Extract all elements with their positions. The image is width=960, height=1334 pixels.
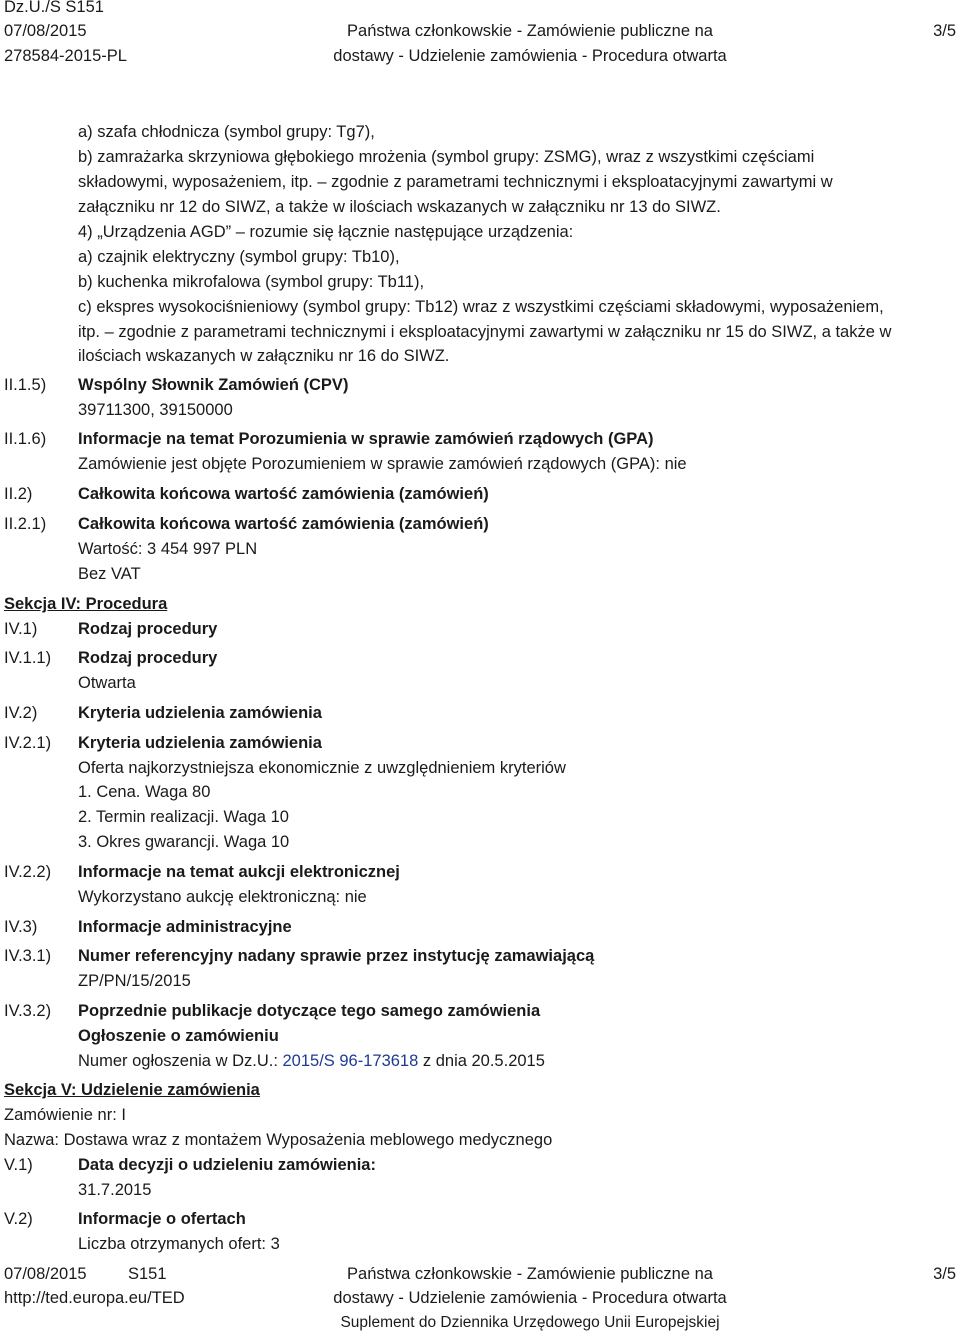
section-number: II.2) bbox=[4, 485, 33, 503]
intro-line: a) czajnik elektryczny (symbol grupy: Tb10), bbox=[78, 248, 400, 266]
intro-line: ilościach wskazanych w załączniku nr 16 do SIWZ. bbox=[78, 347, 450, 365]
criterion-item: 1. Cena. Waga 80 bbox=[78, 783, 211, 801]
offers-info-title: Informacje o ofertach bbox=[78, 1210, 246, 1228]
intro-line: c) ekspres wysokociśnieniowy (symbol grupy: Tb12) wraz z wszystkimi częściami składowymi, wyposażeniem, bbox=[78, 298, 884, 316]
header-page-number: 3/5 bbox=[933, 22, 956, 40]
order-number: Zamówienie nr: I bbox=[4, 1106, 126, 1124]
admin-info-title: Informacje administracyjne bbox=[78, 918, 292, 936]
intro-line: 4) „Urządzenia AGD” – rozumie się łącznie następujące urządzenia: bbox=[78, 223, 574, 241]
total-value: Wartość: 3 454 997 PLN bbox=[78, 540, 258, 558]
intro-line: załączniku nr 12 do SIWZ, a także w ilościach wskazanych w załączniku nr 13 do SIWZ. bbox=[78, 198, 721, 216]
intro-line: b) kuchenka mikrofalowa (symbol grupy: Tb11), bbox=[78, 273, 425, 291]
section-number: IV.2.1) bbox=[4, 734, 52, 752]
header-doc-id: Dz.U./S S151 bbox=[4, 0, 104, 16]
header-title-line2: dostawy - Udzielenie zamówienia - Procedura otwarta bbox=[333, 47, 727, 65]
section-number: IV.2) bbox=[4, 704, 38, 722]
section-number: II.2.1) bbox=[4, 515, 47, 533]
footer-supplement: Suplement do Dziennika Urzędowego Unii Europejskiej bbox=[340, 1314, 720, 1331]
section-number: V.1) bbox=[4, 1156, 33, 1174]
notice-number-link[interactable]: 2015/S 96-173618 bbox=[282, 1052, 419, 1070]
cpv-title: Wspólny Słownik Zamówień (CPV) bbox=[78, 376, 349, 394]
footer-title-line2: dostawy - Udzielenie zamówienia - Procedura otwarta bbox=[333, 1289, 727, 1307]
total-value-subtitle: Całkowita końcowa wartość zamówienia (zamówień) bbox=[78, 515, 489, 533]
procedure-type-title: Rodzaj procedury bbox=[78, 620, 218, 638]
total-value-title: Całkowita końcowa wartość zamówienia (zamówień) bbox=[78, 485, 489, 503]
footer-date: 07/08/2015 bbox=[4, 1265, 87, 1283]
offers-count: Liczba otrzymanych ofert: 3 bbox=[78, 1235, 280, 1253]
footer-series: S151 bbox=[128, 1265, 167, 1283]
section-number: IV.3.2) bbox=[4, 1002, 52, 1020]
award-criteria-title: Kryteria udzielenia zamówienia bbox=[78, 704, 322, 722]
section-number: IV.1) bbox=[4, 620, 38, 638]
reference-number-title: Numer referencyjny nadany sprawie przez instytucję zamawiającą bbox=[78, 947, 595, 965]
intro-line: itp. – zgodnie z parametrami technicznymi i eksploatacyjnymi zawartymi w załączniku nr 15 do SIWZ, a także w bbox=[78, 323, 892, 341]
auction-title: Informacje na temat aukcji elektronicznej bbox=[78, 863, 400, 881]
order-name: Nazwa: Dostawa wraz z montażem Wyposażenia meblowego medycznego bbox=[4, 1131, 553, 1149]
reference-number-value: ZP/PN/15/2015 bbox=[78, 972, 191, 990]
notice-number-prefix: Numer ogłoszenia w Dz.U.: bbox=[78, 1052, 283, 1070]
cpv-codes: 39711300, 39150000 bbox=[78, 401, 233, 419]
award-criteria-desc: Oferta najkorzystniejsza ekonomicznie z uwzględnieniem kryteriów bbox=[78, 759, 566, 777]
decision-date-title: Data decyzji o udzieleniu zamówienia: bbox=[78, 1156, 376, 1174]
notice-number-line bbox=[78, 1051, 545, 1071]
procedure-type-value: Otwarta bbox=[78, 674, 136, 692]
section-number: IV.3) bbox=[4, 918, 38, 936]
criterion-item: 2. Termin realizacji. Waga 10 bbox=[78, 808, 289, 826]
footer-page-number: 3/5 bbox=[933, 1265, 956, 1283]
section-v-heading: Sekcja V: Udzielenie zamówienia bbox=[4, 1081, 260, 1099]
header-title-line1: Państwa członkowskie - Zamówienie publiczne na bbox=[347, 22, 713, 40]
contract-notice-label: Ogłoszenie o zamówieniu bbox=[78, 1027, 279, 1045]
intro-line: a) szafa chłodnicza (symbol grupy: Tg7), bbox=[78, 123, 375, 141]
vat-note: Bez VAT bbox=[78, 565, 141, 583]
intro-line: b) zamrażarka skrzyniowa głębokiego mrożenia (symbol grupy: ZSMG), wraz z wszystkimi częściami bbox=[78, 148, 815, 166]
previous-publications-title: Poprzednie publikacje dotyczące tego samego zamówienia bbox=[78, 1002, 541, 1020]
intro-line: składowymi, wyposażeniem, itp. – zgodnie z parametrami technicznymi i eksploatacyjnymi zawartymi w bbox=[78, 173, 833, 191]
footer-title-line1: Państwa członkowskie - Zamówienie publiczne na bbox=[347, 1265, 713, 1283]
section-number: IV.3.1) bbox=[4, 947, 52, 965]
gpa-title: Informacje na temat Porozumienia w sprawie zamówień rządowych (GPA) bbox=[78, 430, 654, 448]
header-date: 07/08/2015 bbox=[4, 22, 87, 40]
gpa-text: Zamówienie jest objęte Porozumieniem w sprawie zamówień rządowych (GPA): nie bbox=[78, 455, 687, 473]
section-number: IV.2.2) bbox=[4, 863, 52, 881]
award-criteria-subtitle: Kryteria udzielenia zamówienia bbox=[78, 734, 322, 752]
criterion-item: 3. Okres gwarancji. Waga 10 bbox=[78, 833, 290, 851]
header-notice-id: 278584-2015-PL bbox=[4, 47, 127, 65]
auction-text: Wykorzystano aukcję elektroniczną: nie bbox=[78, 888, 367, 906]
section-number: II.1.5) bbox=[4, 376, 47, 394]
footer-url[interactable]: http://ted.europa.eu/TED bbox=[4, 1289, 185, 1307]
decision-date-value: 31.7.2015 bbox=[78, 1181, 152, 1199]
section-number: II.1.6) bbox=[4, 430, 47, 448]
section-iv-heading: Sekcja IV: Procedura bbox=[4, 595, 168, 613]
notice-number-suffix: z dnia 20.5.2015 bbox=[418, 1052, 545, 1070]
section-number: IV.1.1) bbox=[4, 649, 52, 667]
section-number: V.2) bbox=[4, 1210, 33, 1228]
procedure-type-subtitle: Rodzaj procedury bbox=[78, 649, 218, 667]
